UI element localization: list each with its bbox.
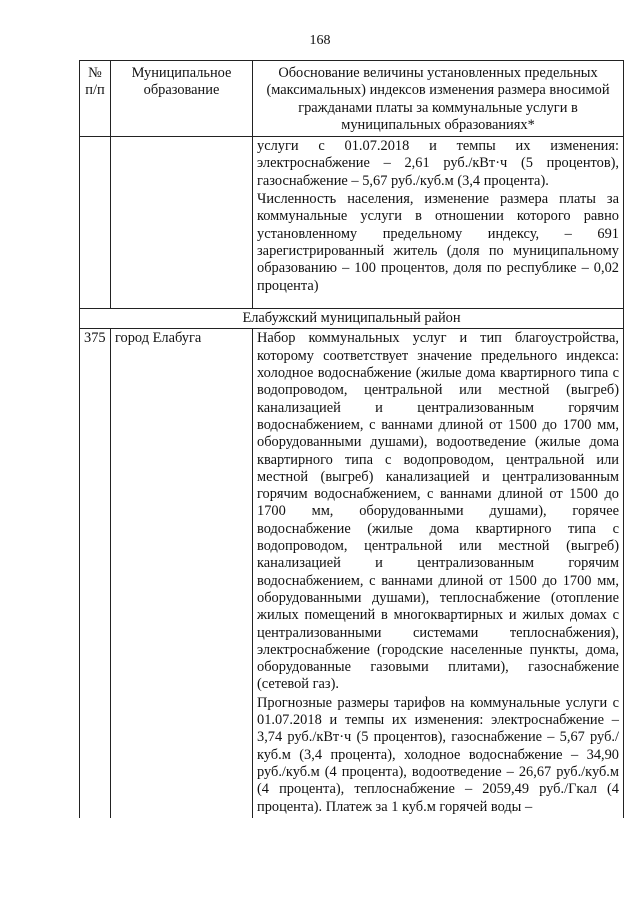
- header-municipality: Муниципальное образование: [111, 61, 253, 137]
- continued-paragraph-1: услуги с 01.07.2018 и темпы их изменения: электроснабжение – 2,61 руб./кВт·ч (5 процентов), газоснабжение – 5,67 руб./куб.м (3,4 процента).: [257, 138, 619, 189]
- section-title: Елабужский муниципальный район: [80, 309, 624, 329]
- row-375-paragraph-1: Набор коммунальных услуг и тип благоустройства, которому соответствует значение предельного индекса: холодное водоснабжение (жилые дома квартирного типа с водопроводом, центральной или местной (выгреб) канализацией и централизованным горячим водоснабжением, с ваннами длиной от 1500 до 1700 мм, оборудованными душами), водоотведение (жилые дома квартирного типа с водопроводом, центральной или местной (выгреб) канализацией и централизованным горячим водоснабжением, с ваннами длиной от 1500 до 1700 мм, оборудованными душами), горячее водоснабжение (жилые дома квартирного типа с водопроводом, центральной или местной (выгреб) канализацией и централизованным горячим водоснабжением, с ваннами длиной от 1500 до 1700 мм, оборудованными душами), теплоснабжение (отопление жилых помещений в многоквартирных и жилых домах с централизованными системами теплоснабжения), электроснабжение (городские населенные пункты, дома, оборудованные газовыми плитами), газоснабжение (сетевой газ).: [257, 330, 619, 693]
- section-row: [80, 309, 624, 329]
- cell-municipality: город Елабуга: [111, 329, 253, 818]
- cell-number-empty: [80, 137, 111, 309]
- continued-paragraph-2: Численность населения, изменение размера платы за коммунальные услуги в отношении которого равно установленному предельному индексу, – 691 зарегистрированный житель (доля по муниципальному образованию – 100 процентов, доля по республике – 0,02 процента): [257, 191, 619, 294]
- cell-municipality-empty: [111, 137, 253, 309]
- cell-justification: [253, 329, 624, 818]
- page-number: 168: [309, 33, 331, 48]
- header-justification: Обоснование величины установленных предельных (максимальных) индексов изменения размера вносимой гражданами платы за коммунальные услуги в муниципальных образованиях*: [253, 61, 624, 137]
- cell-number: 375: [80, 329, 111, 818]
- cell-justification-continued: [253, 137, 624, 309]
- row-375-paragraph-2: Прогнозные размеры тарифов на коммунальные услуги с 01.07.2018 и темпы их изменения: электроснабжение – 3,74 руб./кВт·ч (5 процентов), газоснабжение – 5,67 руб./куб.м (3,4 процента), холодное водоснабжение – 34,90 руб./куб.м (4 процента), водоотведение – 26,67 руб./куб.м (4 процента), теплоснабжение – 2059,49 руб./Гкал (4 процента). Платеж за 1 куб.м горячей воды –: [257, 694, 619, 815]
- tariff-index-table: [79, 60, 624, 818]
- table-row-continued: [80, 137, 624, 309]
- table-row-375: [80, 329, 624, 818]
- header-number: № п/п: [80, 61, 111, 137]
- table-header-row: [80, 61, 624, 137]
